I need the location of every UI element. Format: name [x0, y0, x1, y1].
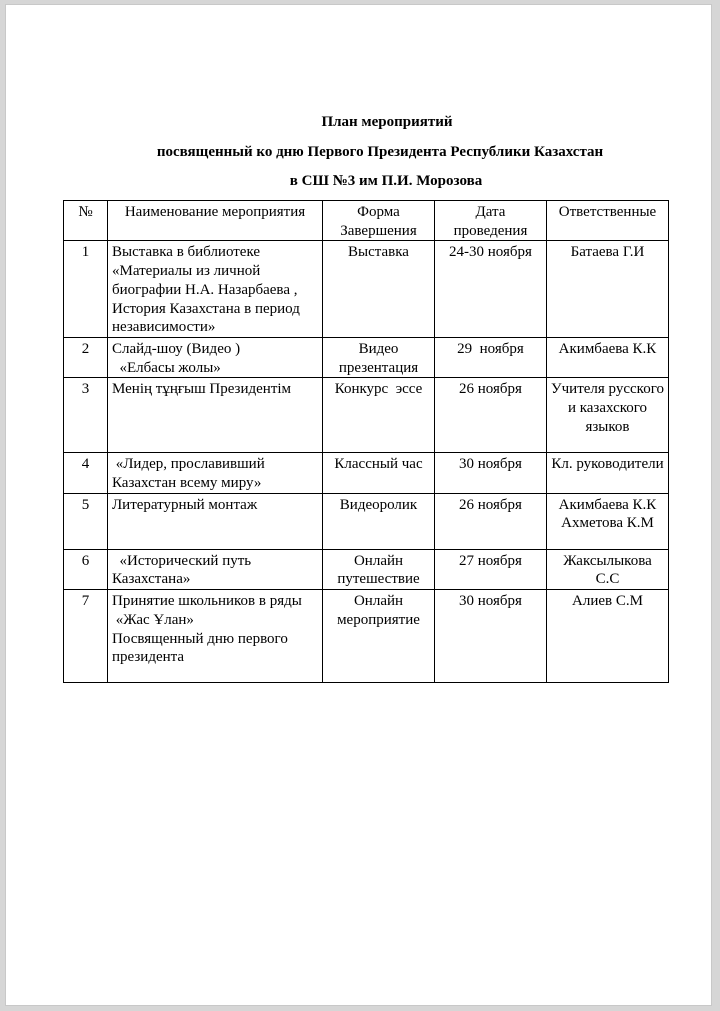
row-responsible: Акимбаева К.К: [547, 337, 669, 377]
header-num: №: [64, 201, 108, 241]
row-responsible: Учителя русского и казахского языков: [547, 378, 669, 453]
row-responsible: Батаева Г.И: [547, 241, 669, 338]
row-name: «Лидер, прославивший Казахстан всему миру»: [108, 453, 323, 493]
table-row: [64, 549, 669, 589]
row-date: 27 ноября: [435, 549, 547, 589]
table-row: [64, 590, 669, 683]
table-header-row: [64, 201, 669, 241]
document-subtitle: посвященный ко дню Первого Президента Республики Казахстан: [156, 144, 604, 160]
row-num: 7: [64, 590, 108, 683]
table-row: [64, 453, 669, 493]
row-num: 6: [64, 549, 108, 589]
row-form: Видеоролик: [323, 493, 435, 549]
row-form: Онлайн мероприятие: [323, 590, 435, 683]
row-date: 24-30 ноября: [435, 241, 547, 338]
row-responsible: Жаксылыкова С.С: [547, 549, 669, 589]
table-row: [64, 493, 669, 549]
row-name: Принятие школьников в ряды «Жас Ұлан» Посвященный дню первого президента: [108, 590, 323, 683]
row-num: 3: [64, 378, 108, 453]
row-num: 5: [64, 493, 108, 549]
header-name: Наименование мероприятия: [108, 201, 323, 241]
row-name: Выставка в библиотеке «Материалы из личной биографии Н.А. Назарбаева , История Казахстана в период независимости»: [108, 241, 323, 338]
row-date: 29 ноября: [435, 337, 547, 377]
row-form: Онлайн путешествие: [323, 549, 435, 589]
row-responsible: Алиев С.М: [547, 590, 669, 683]
document-school-line: в СШ №3 им П.И. Морозова: [289, 173, 483, 189]
row-date: 26 ноября: [435, 493, 547, 549]
row-num: 4: [64, 453, 108, 493]
row-responsible: Кл. руководители: [547, 453, 669, 493]
row-name: «Исторический путь Казахстана»: [108, 549, 323, 589]
row-form: Видео презентация: [323, 337, 435, 377]
row-date: 30 ноября: [435, 590, 547, 683]
row-responsible: Акимбаева К.К Ахметова К.М: [547, 493, 669, 549]
row-form: Выставка: [323, 241, 435, 338]
row-name: Менің тұңғыш Президентім: [108, 378, 323, 453]
header-form: Форма Завершения: [323, 201, 435, 241]
header-responsible: Ответственные: [547, 201, 669, 241]
table-row: [64, 378, 669, 453]
row-date: 30 ноября: [435, 453, 547, 493]
document-title: План мероприятий: [321, 114, 453, 130]
table-row: [64, 337, 669, 377]
row-name: Слайд-шоу (Видео ) «Елбасы жолы»: [108, 337, 323, 377]
row-name: Литературный монтаж: [108, 493, 323, 549]
row-num: 2: [64, 337, 108, 377]
row-form: Конкурс эссе: [323, 378, 435, 453]
row-num: 1: [64, 241, 108, 338]
events-table: [63, 200, 669, 683]
header-date: Дата проведения: [435, 201, 547, 241]
row-form: Классный час: [323, 453, 435, 493]
table-row: [64, 241, 669, 338]
row-date: 26 ноября: [435, 378, 547, 453]
